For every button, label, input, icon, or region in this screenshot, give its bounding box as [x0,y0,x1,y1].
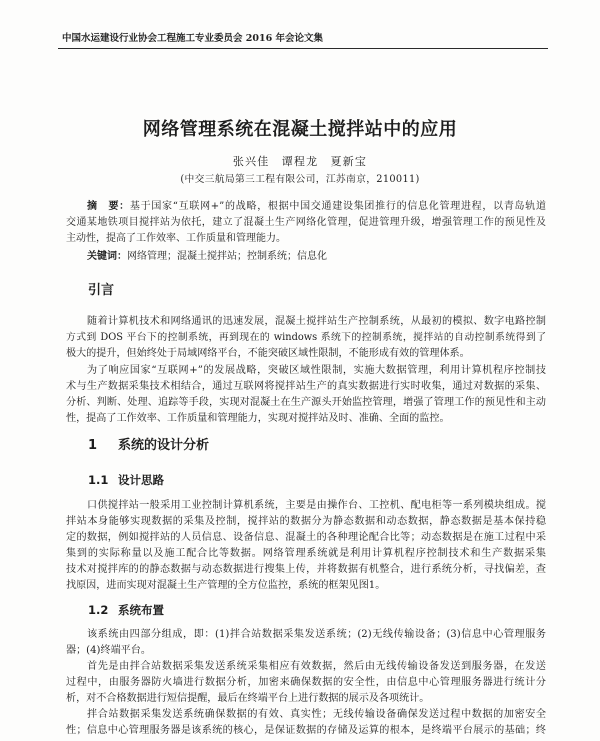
author-affiliation: (中交三航局第三工程有限公司，江苏南京，210011) [180,174,420,185]
paragraph-line: 性，提高了工作效率、工作质量和管理能力，实现对搅拌站及时、准确、全面的监控。 [66,413,450,424]
paragraph [66,314,546,362]
paragraph-line: 口供搅拌站一般采用工业控制计算机系统，主要是由操作台、工控机、配电柜等一系列模块组成。搅 [87,500,546,511]
abstract-line: 主动性，提高了工作效率、工作质量和管理能力。 [66,233,286,244]
paragraph-line: 随着计算机技术和网络通讯的迅速发展，混凝土搅拌站生产控制系统，从最初的模拟、数字电路控制 [87,316,546,327]
paragraph [66,363,546,427]
keywords-line [66,249,546,265]
paragraph-line: 找原因，进而实现对混凝土生产管理的全方位监控，系统的框架见图1。 [66,580,386,591]
paragraph [66,627,546,659]
keywords [66,249,546,265]
running-header: 中国水运建设行业协会工程施工专业委员会 2016 年会论文集 [62,33,324,44]
section-heading-1 [88,438,209,454]
subsection-heading-1-2 [88,602,164,618]
paragraph-line: 术与生产数据采集技术相结合，通过互联网将搅拌站生产的真实数据进行实时收集，通过对数据的采集、 [66,381,546,392]
paragraph-line: 定的数据，例如搅拌站的人员信息、设备信息、混凝土的各种理论配合比等；动态数据是在施工过程中采 [66,532,546,543]
section-number: 1.1 [88,473,109,487]
section-title: 系统布置 [118,603,164,617]
paragraph-line: 集到的实际称量以及施工配合比等数据。网络管理系统就是利用计算机程序控制技术和生产数据采集 [66,548,546,559]
abstract-label: 摘 要： [87,201,130,212]
paragraph-line: 为了响应国家“互联网+”的发展战略，突破区域性限制，实施大数据管理，利用计算机程序控制技 [87,365,546,376]
section-title: 系统的设计分析 [118,438,210,453]
subsection-heading-1-1 [88,472,164,488]
abstract-line: 交通某地铁项目搅拌站为依托，建立了混凝土生产网络化管理，促进管理升级，增强管理工作的预见性及 [66,217,546,228]
paragraph-line: 分析、判断、处理、追踪等手段，实现对混凝土在生产源头开始监控管理，增强了管理工作的预见性和主动 [66,397,546,408]
paragraph-line: 方式到 DOS 平台下的控制系统，再到现在的 windows 系统下的控制系统，搅拌站的自动控制系统得到了 [66,332,546,343]
keywords-text: 网络管理；混凝土搅拌站；控制系统；信息化 [127,251,327,262]
paragraph-line: 拌站本身能够实现数据的采集及控制，搅拌站的数据分为静态数据和动态数据，静态数据是基本保持稳 [66,516,546,527]
paragraph-line: 极大的提升，但始终处于局域网络平台，不能突破区域性限制，不能形成有效的管理体系。 [66,348,470,359]
section-number: 1 [88,438,98,453]
author-list: 张兴佳 谭程龙 夏新宝 [232,155,368,168]
paragraph [66,659,546,707]
header-rule [58,48,548,49]
paragraph-line: 该系统由四部分组成，即：(1)拌合站数据采集发送系统；(2)无线传输设备；(3)信息中心管理服务 [87,629,546,640]
paragraph-line: 技术对搅拌库的的静态数据与动态数据进行搜集上传，并将数据有机整合，进行系统分析，寻找偏差，查 [66,564,546,575]
paragraph [66,498,546,594]
paragraph-line: 性；信息中心管理服务器是该系统的核心，是保证数据的存储及运算的根本，是终端平台展示的基础；终 [66,725,546,736]
paragraph-line: 器；(4)终端平台。 [66,645,151,656]
paper-title: 网络管理系统在混凝土搅拌站中的应用 [142,119,458,140]
paragraph [66,707,546,739]
paragraph-line: 首先是由拌合站数据采集发送系统采集相应有效数据，然后由无线传输设备发送到服务器，在发送 [87,661,546,672]
abstract-text: 基于国家“互联网+”的战略，根据中国交通建设集团推行的信息化管理进程，以青岛轨道 [129,201,546,212]
section-heading-introduction: 引言 [88,283,115,298]
abstract [66,199,546,247]
keywords-label: 关键词： [87,251,127,262]
paragraph-line: 析，对不合格数据进行短信提醒，最后在终端平台上进行数据的展示及各项统计。 [66,693,430,704]
section-number: 1.2 [88,603,109,617]
paragraph-line: 拌合站数据采集发送系统确保数据的有效、真实性；无线传输设备确保发送过程中数据的加密安全 [87,709,546,720]
section-title: 设计思路 [118,473,164,487]
paragraph-line: 过程中，由服务器防火墙进行数据分析，加密来确保数据的安全性，由信息中心管理服务器进行统计分 [66,677,546,688]
abstract-line [66,199,546,215]
